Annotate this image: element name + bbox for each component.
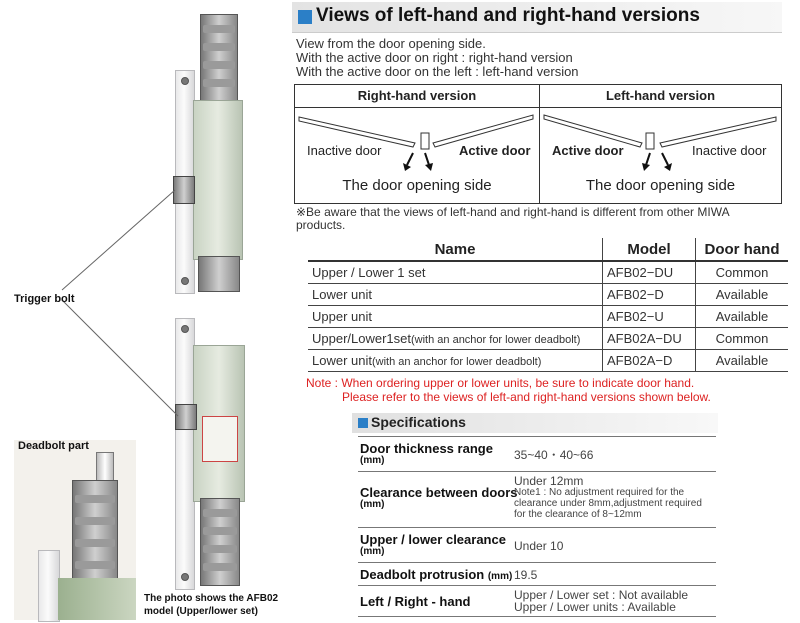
- col-door-hand: Door hand: [696, 238, 789, 261]
- deadbolt-inset-photo: [14, 440, 136, 620]
- left-hand-door-drawing: [540, 107, 781, 177]
- row-model: AFB02−DU: [603, 261, 696, 284]
- spec-note: Note1 : No adjustment required for the: [514, 487, 685, 498]
- hand-diagram: [294, 84, 782, 204]
- lower-deadbolt-image: [200, 498, 240, 586]
- lower-lock-body: [193, 345, 245, 502]
- row-name: Upper unit: [308, 306, 603, 328]
- spec-unit: (mm): [487, 571, 513, 582]
- section-header: [292, 2, 782, 33]
- left-door-opening-side: The door opening side: [585, 177, 736, 194]
- row-name: Lower unit(with an anchor for lower deadbolt): [308, 350, 603, 372]
- spec-note: for the clearance of 8~12mm: [514, 509, 642, 520]
- table-row: [308, 261, 788, 284]
- section-title: Views of left-hand and right-hand versions: [316, 5, 700, 26]
- row-hand: Common: [696, 261, 789, 284]
- row-name: Lower unit: [308, 284, 603, 306]
- spec-label: Clearance between doors: [360, 485, 518, 500]
- specifications-square-icon: [358, 418, 368, 428]
- spec-row-left-right-hand: [358, 586, 716, 617]
- row-model: AFB02−U: [603, 306, 696, 328]
- spec-row-deadbolt-protrusion: [358, 563, 716, 586]
- spec-label: Door thickness range: [360, 441, 493, 456]
- spec-unit: (mm): [360, 455, 385, 466]
- spec-value: Under 12mm: [514, 474, 584, 488]
- right-hand-header: Right-hand version: [295, 85, 539, 108]
- specifications-title: Specifications: [371, 414, 466, 430]
- trigger-bolt-callout-lines: [0, 0, 200, 440]
- spec-row-clearance-doors: [358, 471, 716, 528]
- spec-row-door-thickness: [358, 436, 716, 472]
- spec-unit: (mm): [360, 546, 385, 557]
- intro-line-3: With the active door on the left : left-hand version: [296, 64, 579, 79]
- left-inactive-door-label: Inactive door: [692, 143, 767, 158]
- col-name: Name: [308, 238, 603, 261]
- table-row: [308, 306, 788, 328]
- spec-note: Upper / Lower units : Available: [514, 600, 676, 614]
- spec-label: Deadbolt protrusion: [360, 567, 485, 582]
- spec-value: Under 10: [514, 539, 564, 553]
- left-hand-panel: [540, 85, 781, 203]
- left-hand-header: Left-hand version: [540, 85, 781, 108]
- left-active-door-label: Active door: [552, 143, 624, 158]
- models-table: [308, 238, 788, 372]
- right-active-door-label: Active door: [459, 143, 531, 158]
- table-row: [308, 328, 788, 350]
- photo-caption-line1: The photo shows the AFB02: [144, 593, 279, 604]
- right-inactive-door-label: Inactive door: [307, 143, 382, 158]
- upper-deadbolt-image: [200, 14, 238, 102]
- right-hand-door-drawing: [295, 107, 539, 177]
- spec-value: 19.5: [514, 568, 538, 582]
- order-note-line1: Note : When ordering upper or lower units, be sure to indicate door hand.: [306, 376, 695, 390]
- spec-note: clearance under 8mm,adjustment required: [514, 498, 702, 509]
- specifications-header: [352, 413, 718, 433]
- right-hand-panel: [295, 85, 540, 203]
- col-model: Model: [603, 238, 696, 261]
- order-note-line2: Please refer to the views of left-and right-hand versions shown below.: [342, 390, 711, 404]
- trigger-bolt-label: Trigger bolt: [14, 293, 75, 305]
- row-model: AFB02−D: [603, 284, 696, 306]
- row-name: Upper/Lower1set(with an anchor for lower deadbolt): [308, 328, 603, 350]
- table-row: [308, 284, 788, 306]
- row-name: Upper / Lower 1 set: [308, 261, 603, 284]
- row-hand: Available: [696, 284, 789, 306]
- models-table-header: [308, 238, 788, 261]
- spec-label: Left / Right - hand: [360, 594, 471, 609]
- row-model: AFB02A−DU: [603, 328, 696, 350]
- intro-line-2: With the active door on right : right-hand version: [296, 50, 573, 65]
- spec-value: Upper / Lower set : Not available: [514, 588, 689, 602]
- spec-row-upper-lower-clearance: [358, 528, 716, 563]
- row-hand: Available: [696, 350, 789, 372]
- hand-difference-note: ※Be aware that the views of left-hand and right-hand is different from other MIWA products.: [296, 205, 729, 232]
- photo-caption-line2: model (Upper/lower set): [144, 606, 258, 617]
- upper-lock-body: [193, 100, 243, 260]
- spec-label: Upper / lower clearance: [360, 532, 506, 547]
- row-model: AFB02A−D: [603, 350, 696, 372]
- table-row: [308, 350, 788, 372]
- spec-value: 35~40・40~66: [514, 448, 594, 462]
- row-hand: Common: [696, 328, 789, 350]
- section-square-icon: [298, 10, 312, 24]
- upper-lower-fin: [198, 256, 240, 292]
- intro-line-1: View from the door opening side.: [296, 36, 486, 51]
- row-hand: Available: [696, 306, 789, 328]
- deadbolt-part-label: Deadbolt part: [18, 440, 89, 452]
- spec-unit: (mm): [360, 499, 385, 510]
- right-door-opening-side: The door opening side: [342, 177, 492, 194]
